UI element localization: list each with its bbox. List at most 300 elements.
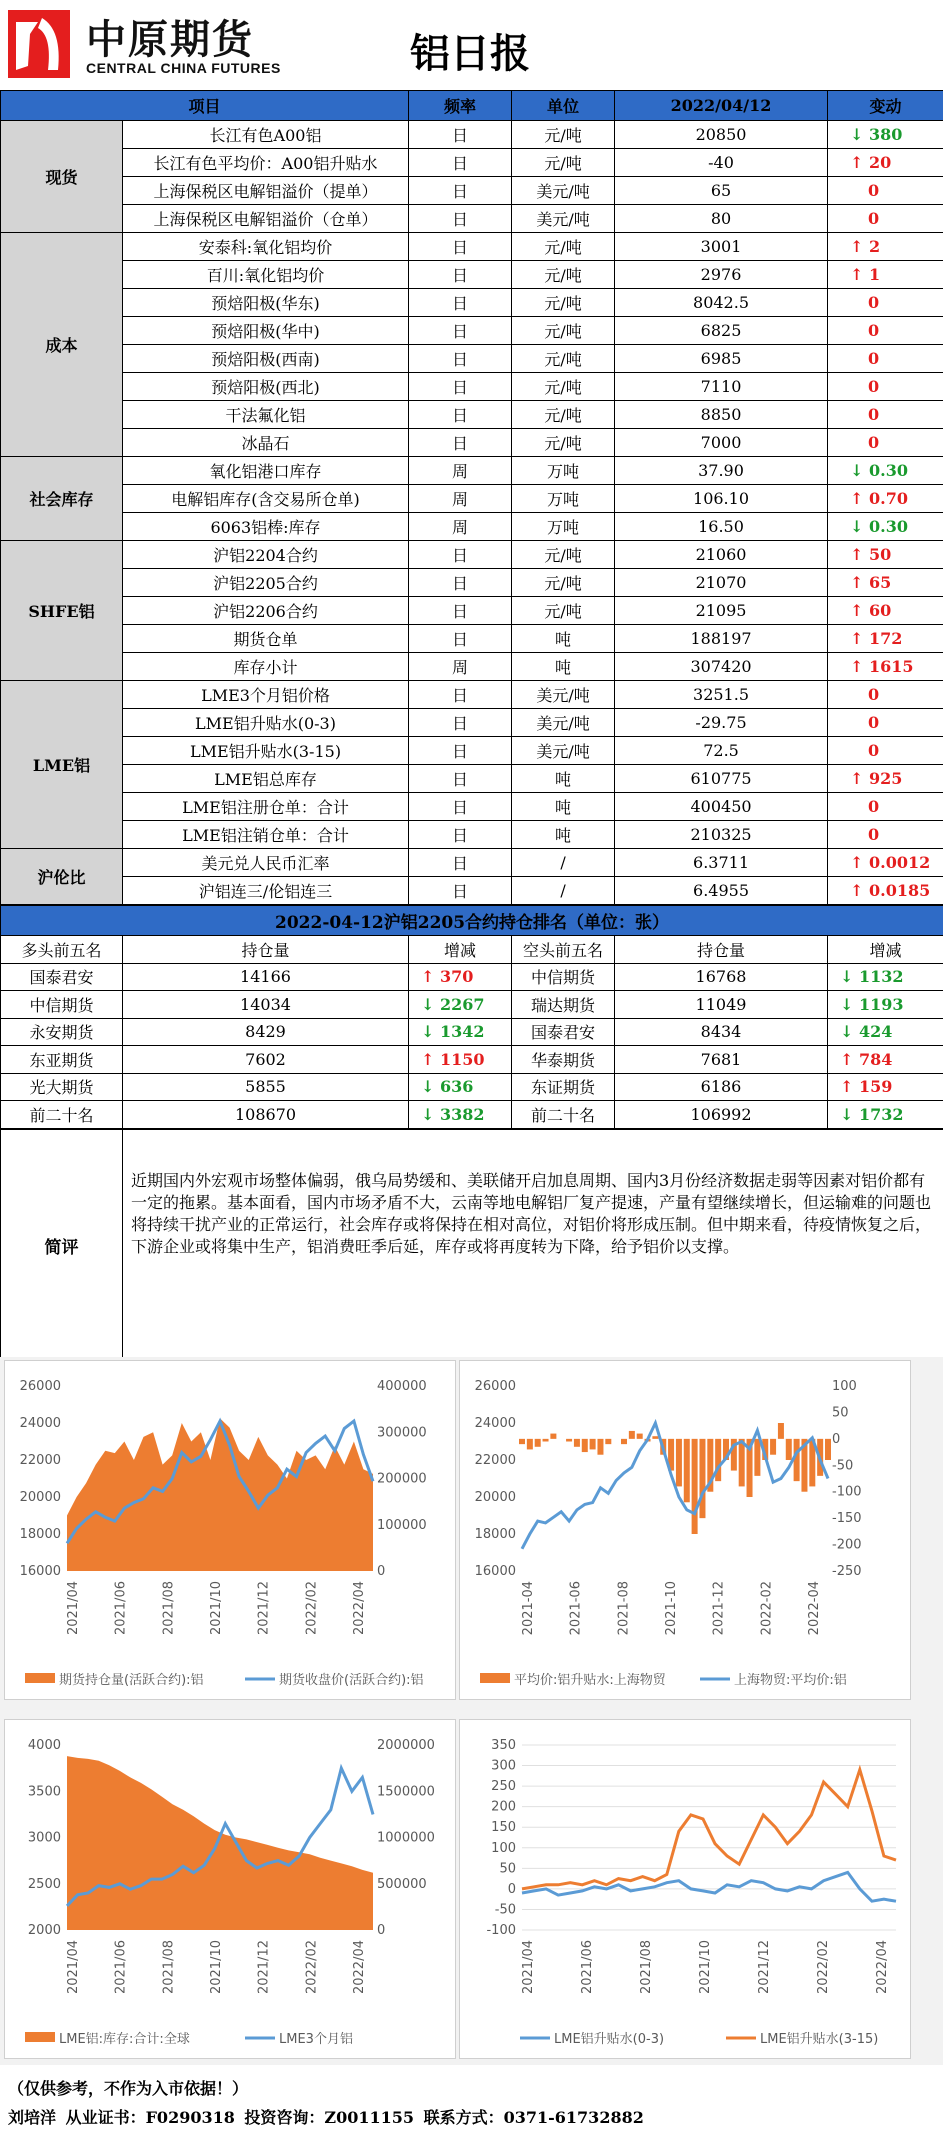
chart-lme-stock-price — [4, 1719, 456, 2059]
y-tick-label: 4000 — [27, 1738, 61, 1753]
short-member: 国泰君安 — [512, 1018, 615, 1046]
data-row — [1, 205, 943, 233]
x-tick-label: 2022/02 — [304, 1581, 320, 1636]
bar — [519, 1439, 525, 1444]
row-value: 3001 — [615, 233, 828, 261]
row-unit: 吨 — [512, 793, 615, 821]
y-tick-label: 18000 — [19, 1527, 61, 1542]
row-unit: 吨 — [512, 625, 615, 653]
row-freq: 日 — [409, 625, 512, 653]
row-freq: 日 — [409, 261, 512, 289]
data-row — [1, 177, 943, 205]
row-change — [828, 289, 943, 317]
row-change — [828, 177, 943, 205]
row-change — [828, 709, 943, 737]
row-value: 21060 — [615, 541, 828, 569]
chart-lme-spreads — [459, 1719, 911, 2059]
long-change — [409, 963, 512, 991]
y-tick-label: 16000 — [474, 1564, 516, 1579]
row-freq: 日 — [409, 681, 512, 709]
change-value: 0 — [868, 685, 880, 704]
row-change — [828, 429, 943, 457]
x-tick-label: 2021/08 — [639, 1940, 654, 1995]
short-member: 前二十名 — [512, 1101, 615, 1129]
y-tick-label: 2500 — [27, 1876, 61, 1892]
row-freq: 日 — [409, 877, 512, 905]
change-value: 370 — [439, 967, 474, 987]
row-value: 7110 — [615, 373, 828, 401]
x-tick-label: 2022-02 — [759, 1581, 775, 1636]
x-tick-label: 2021/08 — [161, 1940, 177, 1995]
row-value: 8042.5 — [615, 289, 828, 317]
data-row — [1, 457, 943, 485]
y-tick-label: 350 — [491, 1738, 516, 1753]
row-freq: 日 — [409, 121, 512, 149]
y2-tick-label: -150 — [832, 1511, 862, 1527]
change-value: 380 — [869, 125, 903, 144]
arrow-down-icon: ↓ — [421, 1104, 440, 1124]
ranking-header: 持仓量 — [615, 936, 828, 964]
change-value: 0 — [868, 797, 880, 816]
bar — [699, 1439, 705, 1518]
change-value: 0 — [868, 825, 880, 844]
row-unit: 美元/吨 — [512, 709, 615, 737]
row-item: 期货仓单 — [123, 625, 409, 653]
long-change — [409, 1018, 512, 1046]
row-value: 6.4955 — [615, 877, 828, 905]
position-ranking-table — [0, 905, 943, 1129]
table-header-row — [1, 91, 943, 121]
ranking-header: 空头前五名 — [512, 936, 615, 964]
header-change: 变动 — [828, 91, 943, 121]
header-unit: 单位 — [512, 91, 615, 121]
x-tick-label: 2022-04 — [807, 1581, 822, 1636]
data-row — [1, 485, 943, 513]
arrow-up-icon: ↑ — [421, 967, 440, 987]
x-tick-label: 2022/04 — [875, 1940, 890, 1995]
legend-swatch — [25, 2032, 55, 2042]
short-position: 6186 — [615, 1073, 828, 1101]
row-value: 37.90 — [615, 457, 828, 485]
group-label: SHFE铝 — [1, 541, 123, 681]
row-change — [828, 681, 943, 709]
y-tick-label: 22000 — [474, 1453, 516, 1468]
long-position: 8429 — [123, 1018, 409, 1046]
row-unit: 美元/吨 — [512, 177, 615, 205]
y-tick-label: -50 — [494, 1902, 516, 1918]
y2-tick-label: -50 — [832, 1458, 854, 1474]
data-row — [1, 261, 943, 289]
x-tick-label: 2021-10 — [664, 1581, 679, 1636]
row-change — [828, 205, 943, 233]
arrow-down-icon: ↓ — [840, 1104, 859, 1124]
row-change — [828, 485, 943, 513]
y-tick-label: 100 — [491, 1840, 516, 1856]
change-value: 0.0185 — [869, 881, 931, 900]
bar — [629, 1431, 635, 1439]
bar — [676, 1439, 682, 1487]
change-value: 0 — [868, 405, 880, 424]
y2-tick-label: 0 — [832, 1431, 841, 1447]
row-item: 沪铝2204合约 — [123, 541, 409, 569]
bar — [543, 1439, 549, 1442]
row-item: 6063铝棒:库存 — [123, 513, 409, 541]
change-value: 1342 — [439, 1022, 485, 1042]
x-tick-label: 2021/10 — [209, 1940, 224, 1995]
x-tick-label: 2021-04 — [521, 1581, 536, 1636]
row-value: 6825 — [615, 317, 828, 345]
y2-tick-label: 0 — [377, 1564, 386, 1579]
row-change — [828, 457, 943, 485]
y-tick-label: 24000 — [19, 1416, 61, 1431]
arrow-up-icon: ↑ — [850, 573, 869, 592]
row-item: 预焙阳极(西南) — [123, 345, 409, 373]
bar — [566, 1439, 572, 1442]
row-item: 库存小计 — [123, 653, 409, 681]
data-row — [1, 793, 943, 821]
row-unit: 美元/吨 — [512, 737, 615, 765]
change-value: 784 — [858, 1049, 893, 1069]
series-line — [522, 1770, 896, 1889]
bar — [550, 1434, 556, 1439]
arrow-up-icon: ↑ — [850, 657, 869, 676]
short-position: 11049 — [615, 991, 828, 1019]
change-value: 1615 — [869, 657, 914, 676]
data-row — [1, 821, 943, 849]
bar — [715, 1439, 721, 1481]
data-row — [1, 317, 943, 345]
change-value: 424 — [858, 1022, 893, 1042]
short-change — [828, 963, 943, 991]
x-tick-label: 2021/10 — [698, 1940, 713, 1995]
row-item: 氧化铝港口库存 — [123, 457, 409, 485]
arrow-up-icon: ↑ — [850, 265, 869, 284]
y2-tick-label: 1000000 — [377, 1830, 435, 1846]
row-item: 电解铝库存(含交易所仓单) — [123, 485, 409, 513]
short-position: 8434 — [615, 1018, 828, 1046]
y2-tick-label: 50 — [832, 1405, 849, 1421]
row-freq: 日 — [409, 177, 512, 205]
arrow-down-icon: ↓ — [840, 994, 859, 1014]
arrow-up-icon: ↑ — [850, 489, 869, 508]
arrow-up-icon: ↑ — [840, 1049, 859, 1069]
row-change — [828, 625, 943, 653]
x-tick-label: 2022/04 — [352, 1940, 367, 1995]
row-freq: 日 — [409, 149, 512, 177]
long-position: 7602 — [123, 1046, 409, 1074]
long-member: 东亚期货 — [1, 1046, 123, 1074]
change-value: 0.30 — [869, 461, 908, 480]
row-value: 7000 — [615, 429, 828, 457]
row-unit: 美元/吨 — [512, 205, 615, 233]
short-position: 7681 — [615, 1046, 828, 1074]
data-row — [1, 513, 943, 541]
ranking-row — [1, 1073, 943, 1101]
y-tick-label: 250 — [491, 1779, 516, 1795]
row-value: -29.75 — [615, 709, 828, 737]
arrow-down-icon: ↓ — [850, 125, 869, 144]
row-item: 预焙阳极(西北) — [123, 373, 409, 401]
y-tick-label: 16000 — [19, 1564, 61, 1579]
long-change — [409, 1073, 512, 1101]
row-item: 长江有色A00铝 — [123, 121, 409, 149]
short-change — [828, 1101, 943, 1129]
x-tick-label: 2021/12 — [757, 1940, 772, 1995]
row-change — [828, 233, 943, 261]
chart-futures-position-price — [4, 1360, 456, 1700]
row-value: 21095 — [615, 597, 828, 625]
row-item: LME铝注册仓单：合计 — [123, 793, 409, 821]
row-item: 沪铝连三/伦铝连三 — [123, 877, 409, 905]
bar — [692, 1439, 698, 1534]
bar — [605, 1439, 611, 1444]
change-value: 1732 — [858, 1104, 904, 1124]
row-value: 400450 — [615, 793, 828, 821]
row-unit: 元/吨 — [512, 317, 615, 345]
y2-tick-label: 1500000 — [377, 1784, 435, 1800]
disclaimer: （仅供参考，不作为入市依据！） — [8, 2079, 249, 2098]
row-item: LME铝总库存 — [123, 765, 409, 793]
ranking-title-row — [1, 906, 943, 936]
row-item: LME铝注销仓单：合计 — [123, 821, 409, 849]
row-item: 预焙阳极(华东) — [123, 289, 409, 317]
short-position: 106992 — [615, 1101, 828, 1129]
company-name-en: CENTRAL CHINA FUTURES — [86, 60, 281, 76]
x-tick-label: 2022/02 — [304, 1940, 320, 1995]
bar — [825, 1439, 831, 1460]
row-value: 8850 — [615, 401, 828, 429]
row-freq: 周 — [409, 513, 512, 541]
data-row — [1, 401, 943, 429]
legend-label: 期货持仓量(活跃合约):铝 — [59, 1673, 204, 1688]
row-change — [828, 821, 943, 849]
short-member: 东证期货 — [512, 1073, 615, 1101]
y2-tick-label: 200000 — [377, 1471, 427, 1487]
group-label: 成本 — [1, 233, 123, 457]
row-change — [828, 653, 943, 681]
row-value: 210325 — [615, 821, 828, 849]
change-value: 1193 — [858, 994, 904, 1014]
row-change — [828, 765, 943, 793]
bar — [778, 1423, 784, 1439]
ranking-row — [1, 1018, 943, 1046]
row-value: 6.3711 — [615, 849, 828, 877]
y-tick-label: 26000 — [19, 1379, 61, 1394]
y-tick-label: 3500 — [27, 1784, 61, 1800]
row-change — [828, 401, 943, 429]
row-item: 百川:氧化铝均价 — [123, 261, 409, 289]
report-title: 铝日报 — [410, 31, 530, 77]
report-header — [0, 0, 943, 90]
long-member: 光大期货 — [1, 1073, 123, 1101]
header-item: 项目 — [1, 91, 409, 121]
long-change — [409, 1046, 512, 1074]
row-freq: 日 — [409, 233, 512, 261]
row-freq: 日 — [409, 849, 512, 877]
x-tick-label: 2022/02 — [816, 1940, 831, 1995]
y2-tick-label: 100000 — [377, 1517, 427, 1533]
long-position: 14166 — [123, 963, 409, 991]
y-tick-label: 300 — [491, 1758, 516, 1774]
ranking-header-row — [1, 936, 943, 964]
row-freq: 日 — [409, 289, 512, 317]
data-row — [1, 121, 943, 149]
change-value: 50 — [869, 545, 892, 564]
y-tick-label: 22000 — [19, 1453, 61, 1468]
row-change — [828, 849, 943, 877]
arrow-up-icon: ↑ — [421, 1049, 440, 1069]
long-position: 5855 — [123, 1073, 409, 1101]
row-freq: 日 — [409, 821, 512, 849]
row-value: 2976 — [615, 261, 828, 289]
bar — [597, 1439, 603, 1455]
data-row — [1, 149, 943, 177]
row-item: 上海保税区电解铝溢价（提单） — [123, 177, 409, 205]
data-table-area — [0, 90, 943, 1362]
change-value: 60 — [869, 601, 892, 620]
long-change — [409, 991, 512, 1019]
row-change — [828, 121, 943, 149]
x-tick-label: 2021/06 — [580, 1940, 595, 1995]
bar — [794, 1439, 800, 1481]
row-value: 65 — [615, 177, 828, 205]
arrow-down-icon: ↓ — [421, 1022, 440, 1042]
row-change — [828, 541, 943, 569]
row-unit: 吨 — [512, 821, 615, 849]
ranking-header: 多头前五名 — [1, 936, 123, 964]
long-position: 14034 — [123, 991, 409, 1019]
row-unit: 元/吨 — [512, 401, 615, 429]
row-freq: 日 — [409, 765, 512, 793]
arrow-down-icon: ↓ — [850, 517, 869, 536]
row-unit: 吨 — [512, 765, 615, 793]
row-unit: 元/吨 — [512, 121, 615, 149]
x-tick-label: 2021-12 — [711, 1581, 727, 1636]
row-freq: 日 — [409, 597, 512, 625]
row-unit: 吨 — [512, 653, 615, 681]
legend-label: LME铝升贴水(3-15) — [760, 2032, 879, 2047]
change-value: 2267 — [439, 994, 485, 1014]
bar — [770, 1439, 776, 1455]
series-line — [522, 1423, 828, 1549]
series-line — [522, 1872, 896, 1901]
y-tick-label: 3000 — [27, 1830, 61, 1846]
y2-tick-label: 0 — [377, 1923, 386, 1938]
change-value: 3382 — [439, 1104, 485, 1124]
row-unit: 元/吨 — [512, 345, 615, 373]
y-tick-label: 150 — [491, 1820, 516, 1836]
bar — [582, 1439, 588, 1452]
row-freq: 周 — [409, 457, 512, 485]
legend-label: 平均价:铝升贴水:上海物贸 — [514, 1673, 666, 1688]
group-label: LME铝 — [1, 681, 123, 849]
header-freq: 频率 — [409, 91, 512, 121]
arrow-up-icon: ↑ — [850, 629, 869, 648]
arrow-down-icon: ↓ — [421, 994, 440, 1014]
bar — [590, 1439, 596, 1450]
y-tick-label: 24000 — [474, 1416, 516, 1431]
comment-table — [0, 1129, 943, 1362]
data-row — [1, 569, 943, 597]
short-member: 瑞达期货 — [512, 991, 615, 1019]
change-value: 1 — [869, 265, 881, 284]
row-unit: 元/吨 — [512, 569, 615, 597]
row-value: 3251.5 — [615, 681, 828, 709]
arrow-up-icon: ↑ — [840, 1077, 859, 1097]
bar — [684, 1439, 690, 1502]
row-value: 21070 — [615, 569, 828, 597]
ranking-row — [1, 1101, 943, 1129]
y-tick-label: 2000 — [27, 1923, 61, 1938]
row-unit: 元/吨 — [512, 541, 615, 569]
row-unit: 元/吨 — [512, 289, 615, 317]
bar — [621, 1439, 627, 1444]
bar — [652, 1436, 658, 1439]
short-change — [828, 1046, 943, 1074]
row-freq: 日 — [409, 737, 512, 765]
row-item: 冰晶石 — [123, 429, 409, 457]
change-value: 0.70 — [869, 489, 908, 508]
change-value: 20 — [869, 153, 892, 172]
row-item: LME铝升贴水(3-15) — [123, 737, 409, 765]
row-value: 6985 — [615, 345, 828, 373]
arrow-up-icon: ↑ — [850, 153, 869, 172]
row-value: 307420 — [615, 653, 828, 681]
long-member: 永安期货 — [1, 1018, 123, 1046]
short-position: 16768 — [615, 963, 828, 991]
arrow-down-icon: ↓ — [840, 967, 859, 987]
row-item: LME3个月铝价格 — [123, 681, 409, 709]
x-tick-label: 2021/04 — [521, 1940, 536, 1995]
row-unit: 万吨 — [512, 513, 615, 541]
row-value: 106.10 — [615, 485, 828, 513]
data-row — [1, 653, 943, 681]
row-unit: 美元/吨 — [512, 681, 615, 709]
x-tick-label: 2021/04 — [66, 1940, 81, 1995]
long-change — [409, 1101, 512, 1129]
y2-tick-label: -100 — [832, 1484, 862, 1500]
row-unit: 元/吨 — [512, 261, 615, 289]
arrow-up-icon: ↑ — [850, 881, 869, 900]
x-tick-label: 2022/04 — [352, 1581, 367, 1636]
arrow-up-icon: ↑ — [850, 545, 869, 564]
change-value: 1150 — [439, 1049, 485, 1069]
change-value: 0 — [868, 713, 880, 732]
row-freq: 日 — [409, 793, 512, 821]
row-change — [828, 597, 943, 625]
data-row — [1, 737, 943, 765]
data-row — [1, 597, 943, 625]
y-tick-label: 50 — [499, 1861, 516, 1877]
row-freq: 周 — [409, 653, 512, 681]
change-value: 0 — [868, 181, 880, 200]
bar — [535, 1439, 541, 1447]
report-footer — [0, 2066, 943, 2131]
row-item: 长江有色平均价：A00铝升贴水 — [123, 149, 409, 177]
group-label: 现货 — [1, 121, 123, 233]
change-value: 159 — [858, 1077, 893, 1097]
ranking-header: 增减 — [828, 936, 943, 964]
comment-text: 近期国内外宏观市场整体偏弱，俄乌局势缓和、美联储开启加息周期、国内3月份经济数据走弱等因素对铝价都有一定的拖累。基本面看，国内市场矛盾不大，云南等地电解铝厂复产提速，产量有望继续增长，但运输难的问题也将持续干扰产业的正常运行，社会库存或将保持在相对高位，对铝价将形成压制。但中期来看，待疫情恢复之后，下游企业或将集中生产，铝消费旺季后延，库存或将再度转为下降，给予铝价以支撑。 — [131, 1170, 932, 1256]
x-tick-label: 2021-08 — [616, 1581, 632, 1636]
change-value: 0 — [868, 321, 880, 340]
row-change — [828, 569, 943, 597]
legend-label: 期货收盘价(活跃合约):铝 — [279, 1673, 424, 1688]
y-tick-label: 18000 — [474, 1527, 516, 1542]
bar — [739, 1439, 745, 1487]
row-unit: 万吨 — [512, 457, 615, 485]
ranking-header: 增减 — [409, 936, 512, 964]
